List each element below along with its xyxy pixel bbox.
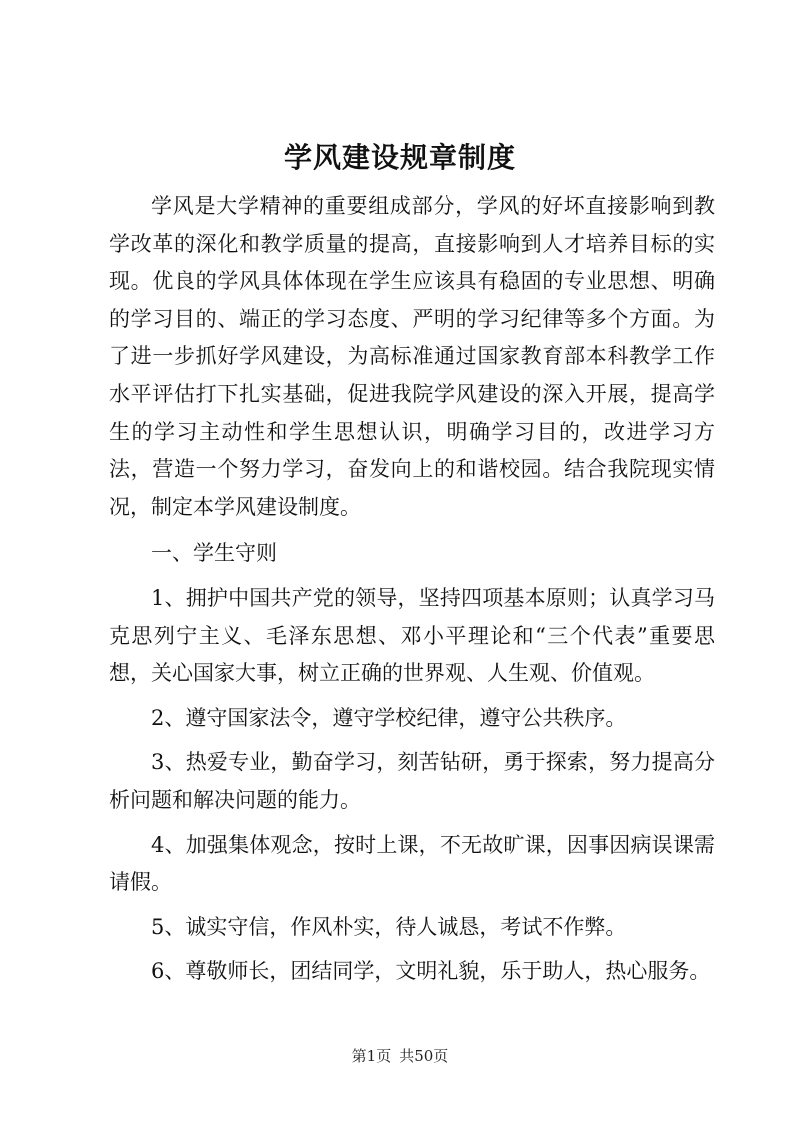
page-number-total: 共50页	[399, 1047, 449, 1065]
section-heading-student-rules: 一、学生守则	[151, 541, 277, 566]
page-footer	[0, 1046, 800, 1066]
document-title: 学风建设规章制度	[283, 141, 516, 174]
rule-item-6: 6、尊敬师长，团结同学，文明礼貌，乐于助人，热心服务。	[151, 959, 711, 984]
rule-item-3: 3、热爱专业，勤奋学习，刻苦钻研，勇于探索，努力提高分析问题和解决问题的能力。	[109, 750, 715, 812]
intro-paragraph: 学风是大学精神的重要组成部分，学风的好坏直接影响到教学改革的深化和教学质量的提高，直接影响到人才培养目标的实现。优良的学风具体体现在学生应该具有稳固的专业思想、明确的学习目的、端正的学习态度、严明的学习纪律等多个方面。为了进一步抓好学风建设，为高标准通过国家教育部本科教学工作水平评估打下扎实基础，促进我院学风建设的深入开展，提高学生的学习主动性和学生思想认识，明确学习目的，改进学习方法，营造一个努力学习，奋发向上的和谐校园。结合我院现实情况，制定本学风建设制度。	[109, 194, 715, 519]
document-body	[109, 188, 715, 998]
page-number-current: 第1页	[351, 1047, 392, 1065]
rule-item-1: 1、拥护中国共产党的领导，坚持四项基本原则；认真学习马克思列宁主义、毛泽东思想、邓小平理论和“三个代表”重要思想，关心国家大事，树立正确的世界观、人生观、价值观。	[109, 585, 715, 686]
rule-item-5: 5、诚实守信，作风朴实，待人诚恳，考试不作弊。	[151, 914, 627, 939]
rule-item-4: 4、加强集体观念，按时上课，不无故旷课，因事因病误课需请假。	[109, 832, 715, 895]
rule-item-2: 2、遵守国家法令，遵守学校纪律，遵守公共秩序。	[151, 705, 627, 730]
